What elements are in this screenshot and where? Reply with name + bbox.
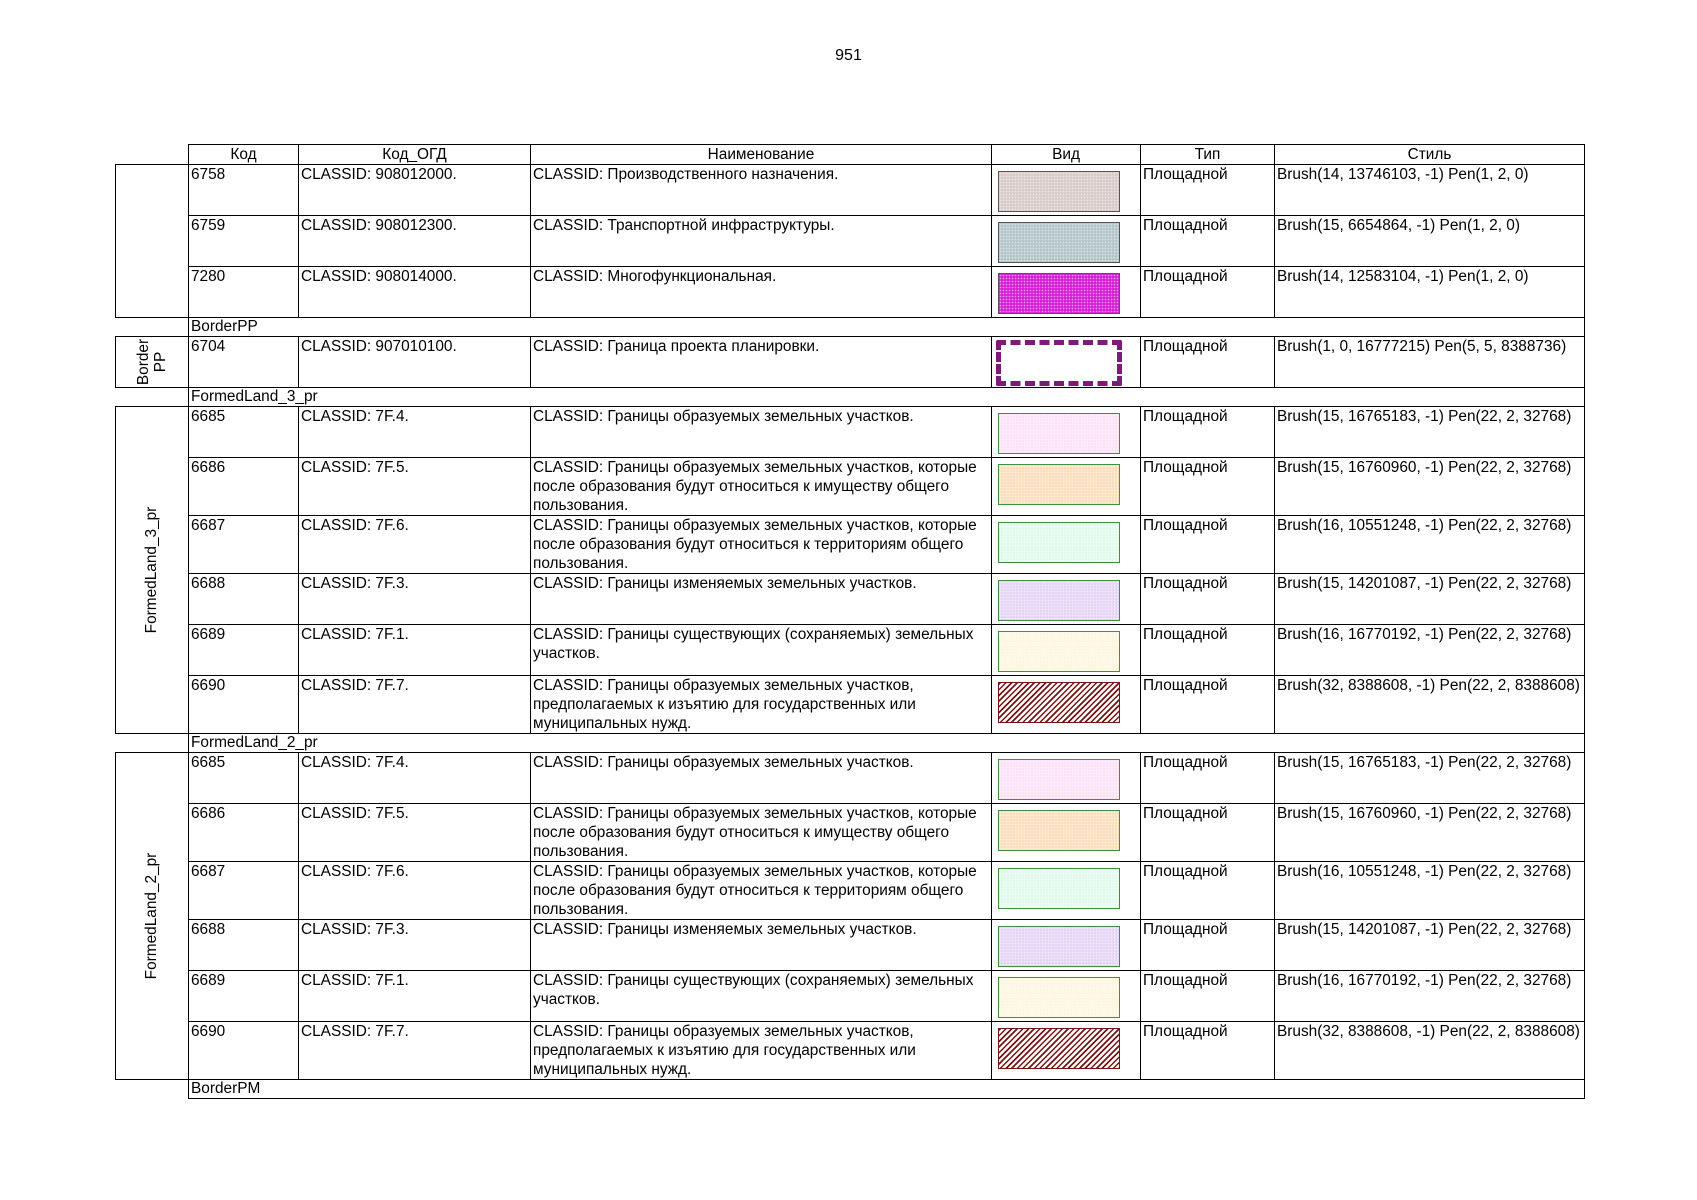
group-label: Border PP: [135, 338, 169, 386]
style-cell: Brush(15, 16760960, -1) Pen(22, 2, 32768): [1275, 804, 1585, 862]
style-swatch: [998, 413, 1120, 454]
name-cell: CLASSID: Границы образуемых земельных участков, предполагаемых к изъятию для государственных или муниципальных нужд.: [531, 1022, 992, 1080]
group-title-row: [116, 318, 1585, 337]
group-title: FormedLand_3_pr: [189, 388, 1585, 407]
group-label: FormedLand_3_pr: [143, 506, 160, 634]
group-title-row: [116, 388, 1585, 407]
table-row: [116, 1022, 1585, 1080]
name-cell: CLASSID: Граница проекта планировки.: [531, 337, 992, 388]
ogd-cell: CLASSID: 7F.7.: [299, 676, 531, 734]
style-swatch: [996, 340, 1122, 386]
type-cell: Площадной: [1141, 971, 1275, 1022]
style-cell: Brush(15, 14201087, -1) Pen(22, 2, 32768): [1275, 574, 1585, 625]
table-row: [116, 920, 1585, 971]
type-cell: Площадной: [1141, 920, 1275, 971]
name-cell: CLASSID: Многофункциональная.: [531, 267, 992, 318]
view-cell: [992, 267, 1141, 318]
style-cell: Brush(16, 10551248, -1) Pen(22, 2, 32768): [1275, 516, 1585, 574]
header-row: [116, 145, 1585, 165]
ogd-cell: CLASSID: 7F.6.: [299, 516, 531, 574]
style-swatch: [998, 1028, 1120, 1069]
group-title: BorderPP: [189, 318, 1585, 337]
style-cell: Brush(15, 16765183, -1) Pen(22, 2, 32768): [1275, 407, 1585, 458]
code-cell: 6704: [189, 337, 299, 388]
group-border-pp: [116, 337, 189, 388]
view-cell: [992, 407, 1141, 458]
code-cell: 6689: [189, 625, 299, 676]
code-cell: 6685: [189, 407, 299, 458]
column-header-name: Наименование: [531, 145, 992, 165]
style-swatch: [998, 273, 1120, 314]
view-cell: [992, 625, 1141, 676]
type-cell: Площадной: [1141, 676, 1275, 734]
group-label: FormedLand_2_pr: [143, 852, 160, 980]
column-header-type: Тип: [1141, 145, 1275, 165]
column-header-style: Стиль: [1275, 145, 1585, 165]
table-row: [116, 407, 1585, 458]
style-cell: Brush(15, 6654864, -1) Pen(1, 2, 0): [1275, 216, 1585, 267]
view-cell: [992, 753, 1141, 804]
title-spacer: [116, 734, 189, 753]
header-spacer: [116, 145, 189, 165]
type-cell: Площадной: [1141, 516, 1275, 574]
view-cell: [992, 216, 1141, 267]
table-row: [116, 516, 1585, 574]
style-swatch: [998, 810, 1120, 851]
code-cell: 6687: [189, 862, 299, 920]
type-cell: Площадной: [1141, 1022, 1275, 1080]
column-header-ogd: Код_ОГД: [299, 145, 531, 165]
view-cell: [992, 1022, 1141, 1080]
ogd-cell: CLASSID: 908012000.: [299, 165, 531, 216]
code-cell: 6759: [189, 216, 299, 267]
name-cell: CLASSID: Границы образуемых земельных участков, которые после образования будут относиться к территориям общего пользования.: [531, 516, 992, 574]
group-formed2: [116, 753, 189, 1080]
table-row: [116, 165, 1585, 216]
style-cell: Brush(16, 16770192, -1) Pen(22, 2, 32768): [1275, 971, 1585, 1022]
name-cell: CLASSID: Границы образуемых земельных участков.: [531, 407, 992, 458]
name-cell: CLASSID: Границы образуемых земельных участков.: [531, 753, 992, 804]
code-cell: 7280: [189, 267, 299, 318]
style-swatch: [998, 522, 1120, 563]
ogd-cell: CLASSID: 908012300.: [299, 216, 531, 267]
table-row: [116, 267, 1585, 318]
view-cell: [992, 516, 1141, 574]
style-cell: Brush(1, 0, 16777215) Pen(5, 5, 8388736): [1275, 337, 1585, 388]
style-cell: Brush(16, 10551248, -1) Pen(22, 2, 32768): [1275, 862, 1585, 920]
type-cell: Площадной: [1141, 165, 1275, 216]
view-cell: [992, 458, 1141, 516]
code-cell: 6758: [189, 165, 299, 216]
ogd-cell: CLASSID: 7F.3.: [299, 574, 531, 625]
style-swatch: [998, 171, 1120, 212]
page-number: 951: [835, 47, 862, 64]
type-cell: Площадной: [1141, 804, 1275, 862]
table-row: [116, 574, 1585, 625]
type-cell: Площадной: [1141, 267, 1275, 318]
view-cell: [992, 971, 1141, 1022]
group-title-row: [116, 1080, 1585, 1099]
view-cell: [992, 920, 1141, 971]
code-cell: 6688: [189, 920, 299, 971]
name-cell: CLASSID: Границы образуемых земельных участков, предполагаемых к изъятию для государственных или муниципальных нужд.: [531, 676, 992, 734]
style-cell: Brush(32, 8388608, -1) Pen(22, 2, 8388608): [1275, 676, 1585, 734]
style-swatch: [998, 977, 1120, 1018]
title-spacer: [116, 1080, 189, 1099]
table-row: [116, 862, 1585, 920]
style-swatch: [998, 464, 1120, 505]
name-cell: CLASSID: Границы изменяемых земельных участков.: [531, 920, 992, 971]
view-cell: [992, 804, 1141, 862]
style-cell: Brush(14, 13746103, -1) Pen(1, 2, 0): [1275, 165, 1585, 216]
table-row: [116, 971, 1585, 1022]
table-row: [116, 458, 1585, 516]
code-cell: 6688: [189, 574, 299, 625]
ogd-cell: CLASSID: 7F.1.: [299, 625, 531, 676]
ogd-cell: CLASSID: 7F.4.: [299, 407, 531, 458]
name-cell: CLASSID: Границы существующих (сохраняемых) земельных участков.: [531, 625, 992, 676]
type-cell: Площадной: [1141, 458, 1275, 516]
style-swatch: [998, 868, 1120, 909]
style-cell: Brush(15, 16760960, -1) Pen(22, 2, 32768): [1275, 458, 1585, 516]
group-title-row: [116, 734, 1585, 753]
name-cell: CLASSID: Границы образуемых земельных участков, которые после образования будут относиться к территориям общего пользования.: [531, 862, 992, 920]
type-cell: Площадной: [1141, 407, 1275, 458]
ogd-cell: CLASSID: 908014000.: [299, 267, 531, 318]
code-cell: 6689: [189, 971, 299, 1022]
table-row: [116, 216, 1585, 267]
type-cell: Площадной: [1141, 337, 1275, 388]
name-cell: CLASSID: Транспортной инфраструктуры.: [531, 216, 992, 267]
view-cell: [992, 574, 1141, 625]
table-row: [116, 753, 1585, 804]
name-cell: CLASSID: Границы изменяемых земельных участков.: [531, 574, 992, 625]
ogd-cell: CLASSID: 7F.5.: [299, 804, 531, 862]
code-cell: 6690: [189, 1022, 299, 1080]
ogd-cell: CLASSID: 7F.7.: [299, 1022, 531, 1080]
style-swatch: [998, 631, 1120, 672]
table-row: [116, 337, 1585, 388]
name-cell: CLASSID: Границы образуемых земельных участков, которые после образования будут относиться к имуществу общего пользования.: [531, 458, 992, 516]
code-cell: 6687: [189, 516, 299, 574]
type-cell: Площадной: [1141, 753, 1275, 804]
style-swatch: [998, 926, 1120, 967]
style-swatch: [998, 759, 1120, 800]
code-cell: 6685: [189, 753, 299, 804]
ogd-cell: CLASSID: 907010100.: [299, 337, 531, 388]
ogd-cell: CLASSID: 7F.6.: [299, 862, 531, 920]
group-continuation: [116, 165, 189, 318]
name-cell: CLASSID: Производственного назначения.: [531, 165, 992, 216]
style-swatch: [998, 682, 1120, 723]
group-formed3: [116, 407, 189, 734]
column-header-code: Код: [189, 145, 299, 165]
table-row: [116, 625, 1585, 676]
view-cell: [992, 862, 1141, 920]
style-cell: Brush(14, 12583104, -1) Pen(1, 2, 0): [1275, 267, 1585, 318]
style-cell: Brush(32, 8388608, -1) Pen(22, 2, 8388608): [1275, 1022, 1585, 1080]
type-cell: Площадной: [1141, 574, 1275, 625]
group-title: BorderPM: [189, 1080, 1585, 1099]
title-spacer: [116, 318, 189, 337]
table-row: [116, 676, 1585, 734]
name-cell: CLASSID: Границы образуемых земельных участков, которые после образования будут относиться к имуществу общего пользования.: [531, 804, 992, 862]
type-cell: Площадной: [1141, 216, 1275, 267]
style-cell: Brush(15, 14201087, -1) Pen(22, 2, 32768): [1275, 920, 1585, 971]
view-cell: [992, 337, 1141, 388]
table-row: [116, 804, 1585, 862]
ogd-cell: CLASSID: 7F.5.: [299, 458, 531, 516]
title-spacer: [116, 388, 189, 407]
style-cell: Brush(16, 16770192, -1) Pen(22, 2, 32768): [1275, 625, 1585, 676]
code-cell: 6686: [189, 804, 299, 862]
view-cell: [992, 165, 1141, 216]
name-cell: CLASSID: Границы существующих (сохраняемых) земельных участков.: [531, 971, 992, 1022]
type-cell: Площадной: [1141, 862, 1275, 920]
code-cell: 6686: [189, 458, 299, 516]
style-swatch: [998, 222, 1120, 263]
code-cell: 6690: [189, 676, 299, 734]
ogd-cell: CLASSID: 7F.4.: [299, 753, 531, 804]
view-cell: [992, 676, 1141, 734]
style-cell: Brush(15, 16765183, -1) Pen(22, 2, 32768): [1275, 753, 1585, 804]
ogd-cell: CLASSID: 7F.3.: [299, 920, 531, 971]
ogd-cell: CLASSID: 7F.1.: [299, 971, 531, 1022]
style-swatch: [998, 580, 1120, 621]
type-cell: Площадной: [1141, 625, 1275, 676]
legend-table: [115, 144, 1585, 1099]
column-header-view: Вид: [992, 145, 1141, 165]
group-title: FormedLand_2_pr: [189, 734, 1585, 753]
